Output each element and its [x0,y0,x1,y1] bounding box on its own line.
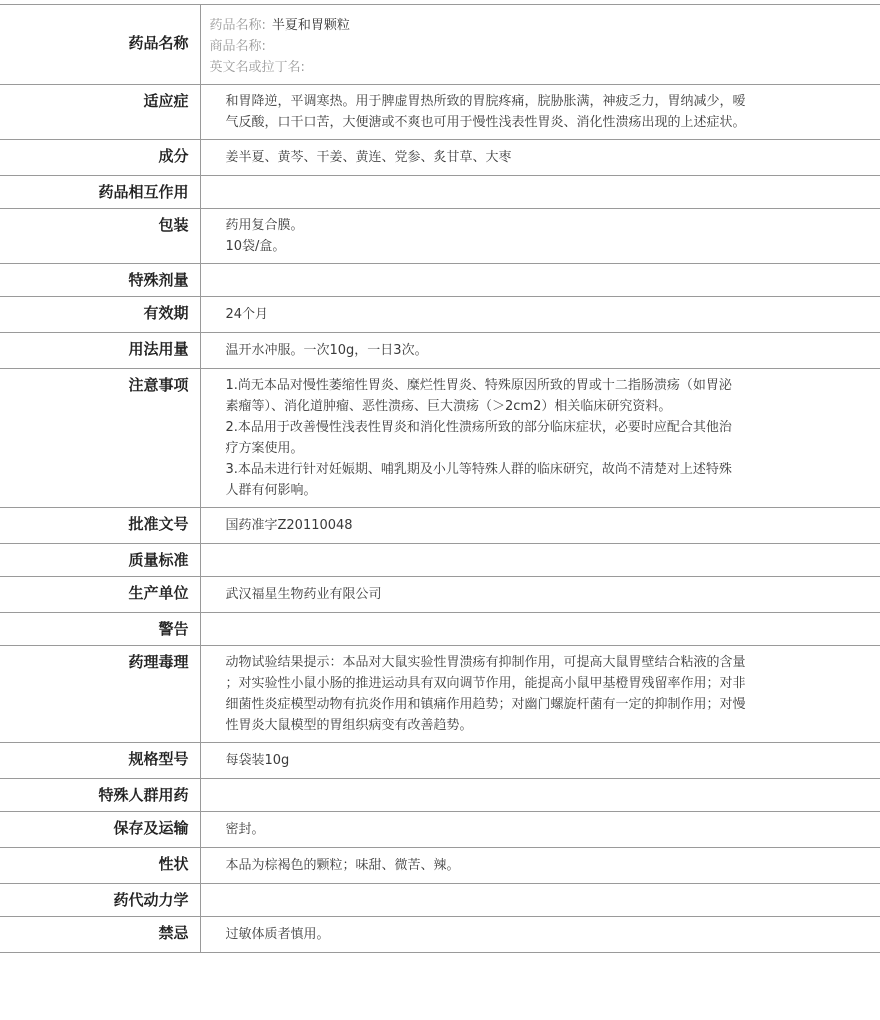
row-label: 用法用量 [0,333,200,369]
text-line: 2.本品用于改善慢性浅表性胃炎和消化性溃疡所致的部分临床症状，必要时应配合其他治 [225,420,732,435]
storage-value: 密封。 [200,812,880,848]
special-population-value [200,779,880,812]
usage-value: 温开水冲服。一次10g，一日3次。 [200,333,880,369]
precautions-value [200,369,880,508]
text-line: 1.尚无本品对慢性萎缩性胃炎、糜烂性胃炎、特殊原因所致的胃或十二指肠溃疡（如胃泌 [225,378,732,393]
row-contraindications [0,917,880,953]
drug-spec-table [0,4,880,953]
quality-standard-value [200,544,880,577]
row-label: 药理毒理 [0,646,200,743]
text-line: 人群有何影响。 [225,483,317,498]
row-label: 保存及运输 [0,812,200,848]
text-line: 和胃降逆，平调寒热。用于脾虚胃热所致的胃脘疼痛，脘胁胀满，神疲乏力，胃纳减少，嗳 [225,94,746,109]
approval-number-value: 国药准字Z20110048 [200,508,880,544]
row-indications [0,85,880,140]
text-line: ；对实验性小鼠小肠的推进运动具有双向调节作用，能提高小鼠甲基橙胃残留率作用；对非 [225,676,746,691]
contraindications-value: 过敏体质者慎用。 [200,917,880,953]
row-specification [0,743,880,779]
indications-value [200,85,880,140]
row-ingredients [0,140,880,176]
row-label: 药品相互作用 [0,176,200,209]
row-label: 注意事项 [0,369,200,508]
interactions-value [200,176,880,209]
generic-name-key: 药品名称: [209,18,266,33]
row-storage [0,812,880,848]
row-interactions [0,176,880,209]
row-label: 生产单位 [0,577,200,613]
row-special-dosage [0,264,880,297]
row-label: 禁忌 [0,917,200,953]
text-line: 3.本品未进行针对妊娠期、哺乳期及小儿等特殊人群的临床研究，故尚不清楚对上述特殊 [225,462,732,477]
row-label: 药品名称 [0,5,200,85]
text-line: 气反酸，口干口苦，大便溏或不爽也可用于慢性浅表性胃炎、消化性溃疡出现的上述症状。 [225,115,746,130]
row-approval-number [0,508,880,544]
row-special-population [0,779,880,812]
row-label: 规格型号 [0,743,200,779]
appearance-value: 本品为棕褐色的颗粒；味甜、微苦、辣。 [200,848,880,884]
text-line: 性胃炎大鼠模型的胃组织病变有改善趋势。 [225,718,473,733]
generic-name-line [210,15,871,36]
ingredients-value: 姜半夏、黄芩、干姜、黄连、党参、炙甘草、大枣 [200,140,880,176]
row-label: 适应症 [0,85,200,140]
row-label: 性状 [0,848,200,884]
text-line: 素瘤等）、消化道肿瘤、恶性溃疡、巨大溃疡（＞2cm2）相关临床研究资料。 [225,399,672,414]
warning-value [200,613,880,646]
row-label: 特殊剂量 [0,264,200,297]
row-label: 成分 [0,140,200,176]
row-manufacturer [0,577,880,613]
row-label: 批准文号 [0,508,200,544]
text-line: 细菌性炎症模型动物有抗炎作用和镇痛作用趋势；对幽门螺旋杆菌有一定的抑制作用；对慢 [225,697,746,712]
row-packaging [0,209,880,264]
row-warning [0,613,880,646]
english-name-key: 英文名或拉丁名: [209,60,305,75]
shelf-life-value: 24个月 [200,297,880,333]
specification-value: 每袋装10g [200,743,880,779]
row-pharmacology [0,646,880,743]
row-usage [0,333,880,369]
pharmacology-value [200,646,880,743]
generic-name-value: 半夏和胃颗粒 [271,18,350,33]
text-line: 10袋/盒。 [225,239,286,254]
trade-name-key: 商品名称: [209,39,266,54]
row-label: 包装 [0,209,200,264]
row-precautions [0,369,880,508]
english-name-line [210,57,871,78]
pharmacokinetics-value [200,884,880,917]
packaging-value [200,209,880,264]
text-line: 疗方案使用。 [225,441,304,456]
manufacturer-value: 武汉福星生物药业有限公司 [200,577,880,613]
row-drug-name [0,5,880,85]
drug-spec-sheet [0,4,880,953]
row-quality-standard [0,544,880,577]
text-line: 药用复合膜。 [225,218,304,233]
row-appearance [0,848,880,884]
row-label: 药代动力学 [0,884,200,917]
trade-name-line [210,36,871,57]
drug-name-block [200,5,880,85]
special-dosage-value [200,264,880,297]
row-label: 警告 [0,613,200,646]
row-shelf-life [0,297,880,333]
row-pharmacokinetics [0,884,880,917]
row-label: 特殊人群用药 [0,779,200,812]
text-line: 动物试验结果提示：本品对大鼠实验性胃溃疡有抑制作用，可提高大鼠胃壁结合粘液的含量 [225,655,746,670]
row-label: 有效期 [0,297,200,333]
row-label: 质量标准 [0,544,200,577]
